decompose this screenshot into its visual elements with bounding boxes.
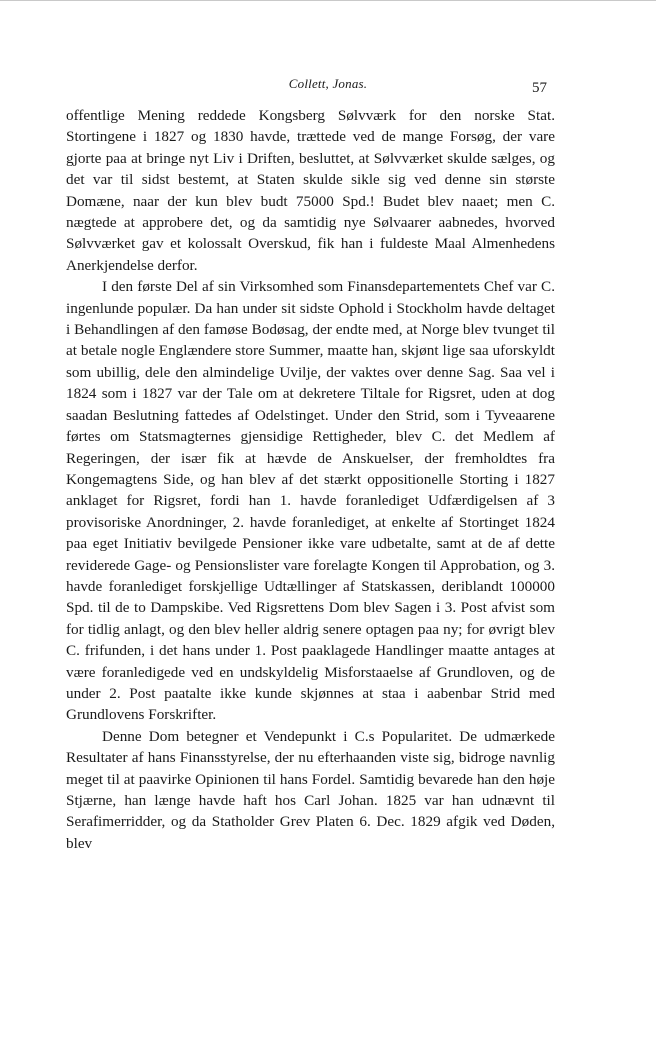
top-edge-rule (0, 0, 656, 1)
paragraph-1: offentlige Mening reddede Kongsberg Sølvværk for den norske Stat. Stortingene i 1827 og 1830 havde, trættede ved de mange Forsøg, der vare gjorte paa at bringe nyt Liv i Driften, besluttet, at Sølvværket skulde sælges, og det var til sidst bestemt, at Staten skulde sikle sig ved denne sin største Domæne, naar der kun blev budt 75000 Spd.! Budet blev naaet; men C. nægtede at approbere det, og da samtidig nye Sølvaarer aabnedes, hvorved Sølvværket gav et kolossalt Overskud, fik han i fuldeste Maal Almenhedens Anerkjendelse derfor. (66, 107, 555, 274)
paragraph-3: Denne Dom betegner et Vendepunkt i C.s Popularitet. De udmærkede Resultater af hans Finansstyrelse, der nu efterhaanden viste sig, bidroge navnlig meget til at paavirke Opinionen til hans Fordel. Samtidig bevarede han den høje Stjærne, han længe havde haft hos Carl Johan. 1825 var han udnævnt til Serafimerridder, og da Statholder Grev Platen 6. Dec. 1829 afgik ved Døden, blev (66, 727, 555, 852)
page-number: 57 (532, 80, 547, 96)
running-title: Collett, Jonas. (288, 76, 368, 91)
body-text (66, 105, 555, 854)
paragraph-2: I den første Del af sin Virksomhed som Finansdepartementets Chef var C. ingenlunde populær. Da han under sit sidste Ophold i Stockholm havde deltaget i Behandlingen af den famøse Bodøsag, der endte med, at Norge blev tvunget til at betale nogle Englændere store Summer, maatte han, skjønt lige saa uforskyldt som ubillig, dele den almindelige Uvilje, der vaktes over denne Sag. Saa vel i 1824 som i 1827 var der Tale om at dekretere Tiltale for Rigsret, uden at dog saadan Beslutning fattedes af Odelstinget. Under den Strid, som i Tyveaarene førtes om Statsmagternes gjensidige Rettigheder, blev C. det Medlem af Regeringen, der især fik at hævde de Anskuelser, der fremholdtes fra Kongemagtens Side, og han blev af det stærkt oppositionelle Storting i 1827 anklaget for Rigsret, fordi han 1. havde foranlediget Udfærdigelsen af 3 provisoriske Anordninger, 2. havde foranlediget, at enkelte af Stortinget 1824 paa eget Initiativ bevilgede Pensioner ikke vare udbetalte, samt at de af dette reviderede Gage- og Pensionslister vare forelagte Kongen til Approbation, og 3. havde foranlediget forskjellige Udtællinger af Statskassen, deriblandt 100000 Spd. til de to Dampskibe. Ved Rigsrettens Dom blev Sagen i 3. Post afvist som for tidlig anlagt, og den blev heller aldrig senere optagen paa ny; for øvrigt blev C. frifunden, i det hans under 1. Post paaklagede Handlinger maatte antages at være foranledigede ved en undskyldelig Misforstaaelse af Grundloven, og de under 2. Post paatalte ikke kunde skjønnes at staa i aabenbar Strid med Grundlovens Forskrifter. (66, 278, 555, 724)
